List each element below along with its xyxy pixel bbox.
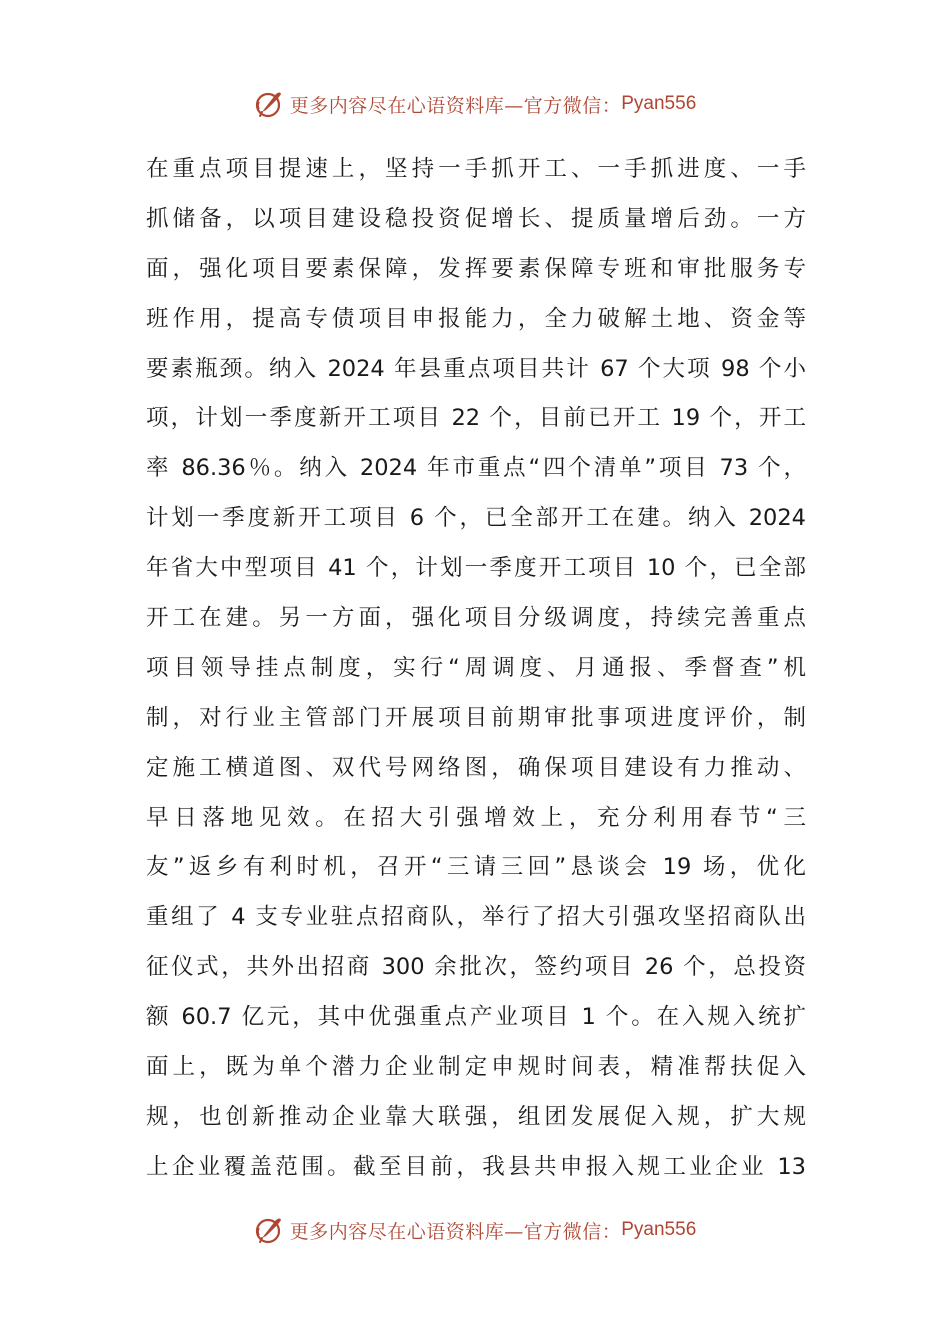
- body-line: 征仪式，共外出招商 300 余批次，签约项目 26 个，总投资: [146, 954, 806, 981]
- body-line: 项，计划一季度新开工项目 22 个，目前已开工 19 个，开工: [146, 405, 806, 432]
- body-line: 在重点项目提速上，坚持一手抓开工、一手抓进度、一手: [146, 156, 806, 182]
- watermark-wechat-id: Pyan556: [621, 1219, 697, 1240]
- body-line: 友”返乡有利时机，召开“三请三回”恳谈会 19 场，优化: [146, 854, 806, 881]
- footer-watermark: [0, 1210, 950, 1250]
- body-line: 重组了 4 支专业驻点招商队，举行了招大引强攻坚招商队出: [146, 904, 806, 931]
- body-line: 年省大中型项目 41 个，计划一季度开工项目 10 个，已全部: [146, 555, 806, 582]
- body-line: 班作用，提高专债项目申报能力，全力破解土地、资金等: [146, 305, 806, 332]
- body-line: 项目领导挂点制度，实行“周调度、月通报、季督查”机: [146, 654, 806, 681]
- watermark-text: 更多内容尽在心语资料库—官方微信：: [289, 94, 622, 117]
- body-line: 率 86.36％。纳入 2024 年市重点“四个清单”项目 73 个，: [146, 455, 806, 482]
- watermark-text: 更多内容尽在心语资料库—官方微信：: [289, 1220, 622, 1243]
- quill-logo-icon: [254, 88, 286, 120]
- body-line: 制，对行业主管部门开展项目前期审批事项进度评价，制: [146, 704, 806, 731]
- body-line: 计划一季度新开工项目 6 个，已全部开工在建。纳入 2024: [146, 505, 806, 532]
- document-body: [146, 145, 806, 1193]
- quill-logo-icon: [254, 1214, 286, 1246]
- watermark-wechat-id: Pyan556: [621, 93, 697, 114]
- body-line: 抓储备，以项目建设稳投资促增长、提质量增后劲。一方: [146, 205, 806, 232]
- body-line: 面上，既为单个潜力企业制定申规时间表，精准帮扶促入: [146, 1054, 806, 1081]
- body-line: 上企业覆盖范围。截至目前，我县共申报入规工业企业 13: [146, 1153, 806, 1180]
- body-line: 开工在建。另一方面，强化项目分级调度，持续完善重点: [146, 605, 806, 632]
- body-line: 定施工横道图、双代号网络图，确保项目建设有力推动、: [146, 754, 806, 781]
- body-line: 要素瓶颈。纳入 2024 年县重点项目共计 67 个大项 98 个小: [146, 355, 806, 382]
- body-line: 面，强化项目要素保障，发挥要素保障专班和审批服务专: [146, 255, 806, 282]
- body-line: 规，也创新推动企业靠大联强，组团发展促入规，扩大规: [146, 1103, 806, 1130]
- body-line: 额 60.7 亿元，其中优强重点产业项目 1 个。在入规入统扩: [146, 1004, 806, 1031]
- body-line: 早日落地见效。在招大引强增效上，充分利用春节“三: [146, 804, 806, 831]
- header-watermark: [0, 84, 950, 124]
